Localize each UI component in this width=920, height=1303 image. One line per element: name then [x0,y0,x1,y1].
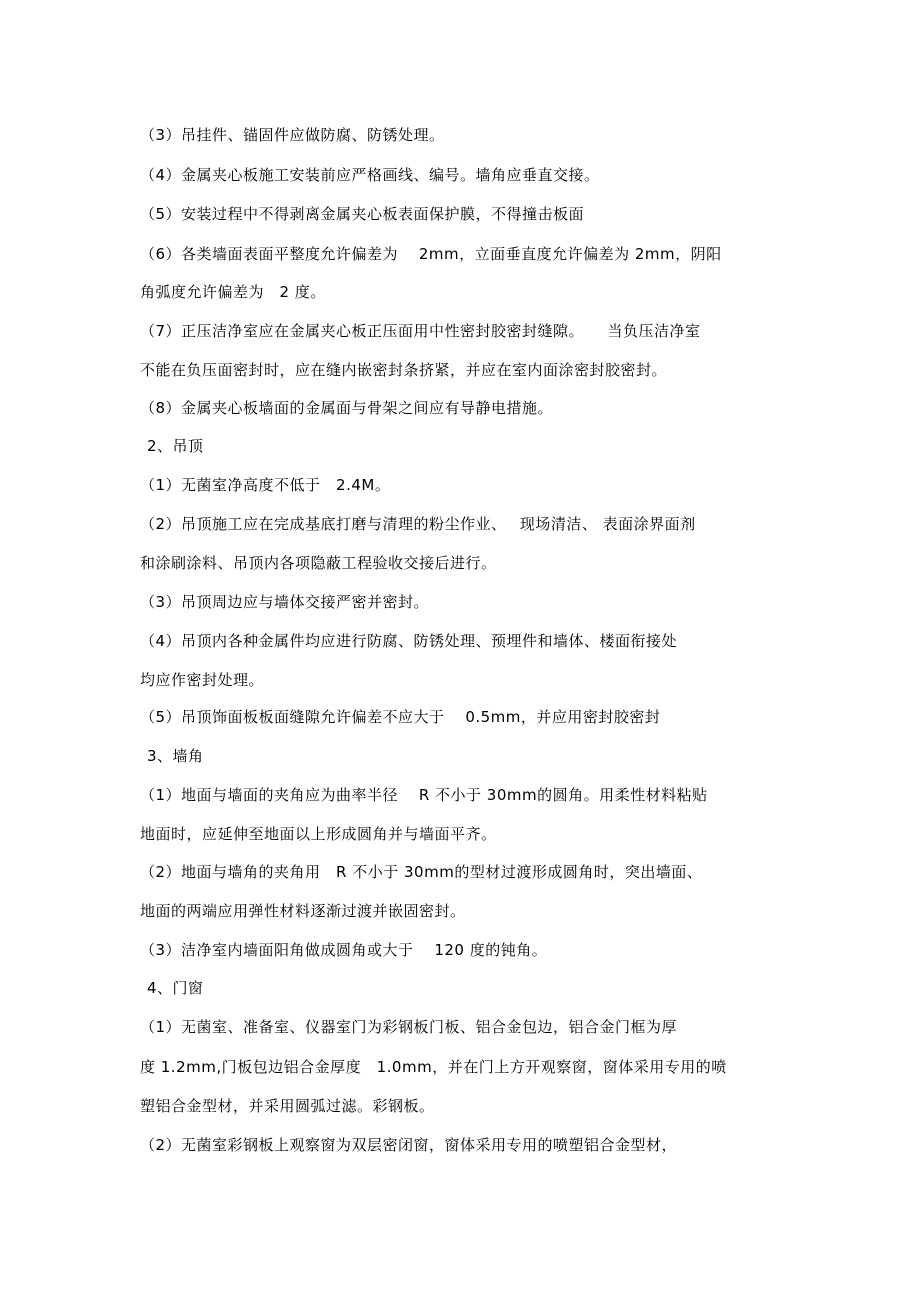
item-7-sealing: （7）正压洁净室应在金属夹心板正压面用中性密封胶密封缝隙。 当负压洁净室 [140,322,701,340]
ceiling-item-4: （4）吊顶内各种金属件均应进行防腐、防锈处理、预埋件和墙体、楼面衔接处 [140,632,678,650]
corner-item-1: （1）地面与墙面的夹角应为曲率半径 R 不小于 30mm的圆角。用柔性材料粘贴 [140,786,708,804]
door-item-2: （2）无菌室彩钢板上观察窗为双层密闭窗，窗体采用专用的喷塑铝合金型材， [140,1136,678,1154]
item-3-anticorrosion: （3）吊挂件、锚固件应做防腐、防锈处理。 [140,126,445,144]
door-item-1-continuation-a: 度 1.2mm,门板包边铝合金厚度 1.0mm，并在门上方开观察窗，窗体采用专用的喷 [140,1058,727,1076]
section-3-heading: 3、墙角 [147,747,204,765]
item-4-marking: （4）金属夹心板施工安装前应严格画线、编号。墙角应垂直交接。 [140,166,600,184]
corner-item-2: （2）地面与墙角的夹角用 R 不小于 30mm的型材过渡形成圆角时，突出墙面、 [140,863,703,881]
ceiling-item-5: （5）吊顶饰面板板面缝隙允许偏差不应大于 0.5mm，并应用密封胶密封 [140,708,661,726]
item-6-continuation: 角弧度允许偏差为 2 度。 [140,283,326,301]
item-7-continuation: 不能在负压面密封时，应在缝内嵌密封条挤紧，并应在室内面涂密封胶密封。 [140,361,668,379]
corner-item-1-continuation: 地面时，应延伸至地面以上形成圆角并与墙面平齐。 [140,825,497,843]
section-4-heading: 4、门窗 [147,979,204,997]
door-item-1-continuation-b: 塑铝合金型材，并采用圆弧过滤。彩钢板。 [140,1097,435,1115]
section-2-heading: 2、吊顶 [147,437,204,455]
corner-item-3: （3）洁净室内墙面阳角做成圆角或大于 120 度的钝角。 [140,941,548,959]
ceiling-item-1: （1）无菌室净高度不低于 2.4M。 [140,476,391,494]
item-8-antistatic: （8）金属夹心板墙面的金属面与骨架之间应有导静电措施。 [140,399,554,417]
ceiling-item-4-continuation: 均应作密封处理。 [140,671,265,689]
ceiling-item-2-continuation: 和涂刷涂料、吊顶内各项隐蔽工程验收交接后进行。 [140,554,497,572]
ceiling-item-2: （2）吊顶施工应在完成基底打磨与清理的粉尘作业、 现场清洁、 表面涂界面剂 [140,515,696,533]
item-6-flatness: （6）各类墙面表面平整度允许偏差为 2mm，立面垂直度允许偏差为 2mm，阴阳 [140,245,722,263]
door-item-1: （1）无菌室、准备室、仪器室门为彩钢板门板、铝合金包边，铝合金门框为厚 [140,1018,678,1036]
item-5-protective-film: （5）安装过程中不得剥离金属夹心板表面保护膜，不得撞击板面 [140,205,585,223]
ceiling-item-3: （3）吊顶周边应与墙体交接严密并密封。 [140,593,430,611]
corner-item-2-continuation: 地面的两端应用弹性材料逐渐过渡并嵌固密封。 [140,902,466,920]
